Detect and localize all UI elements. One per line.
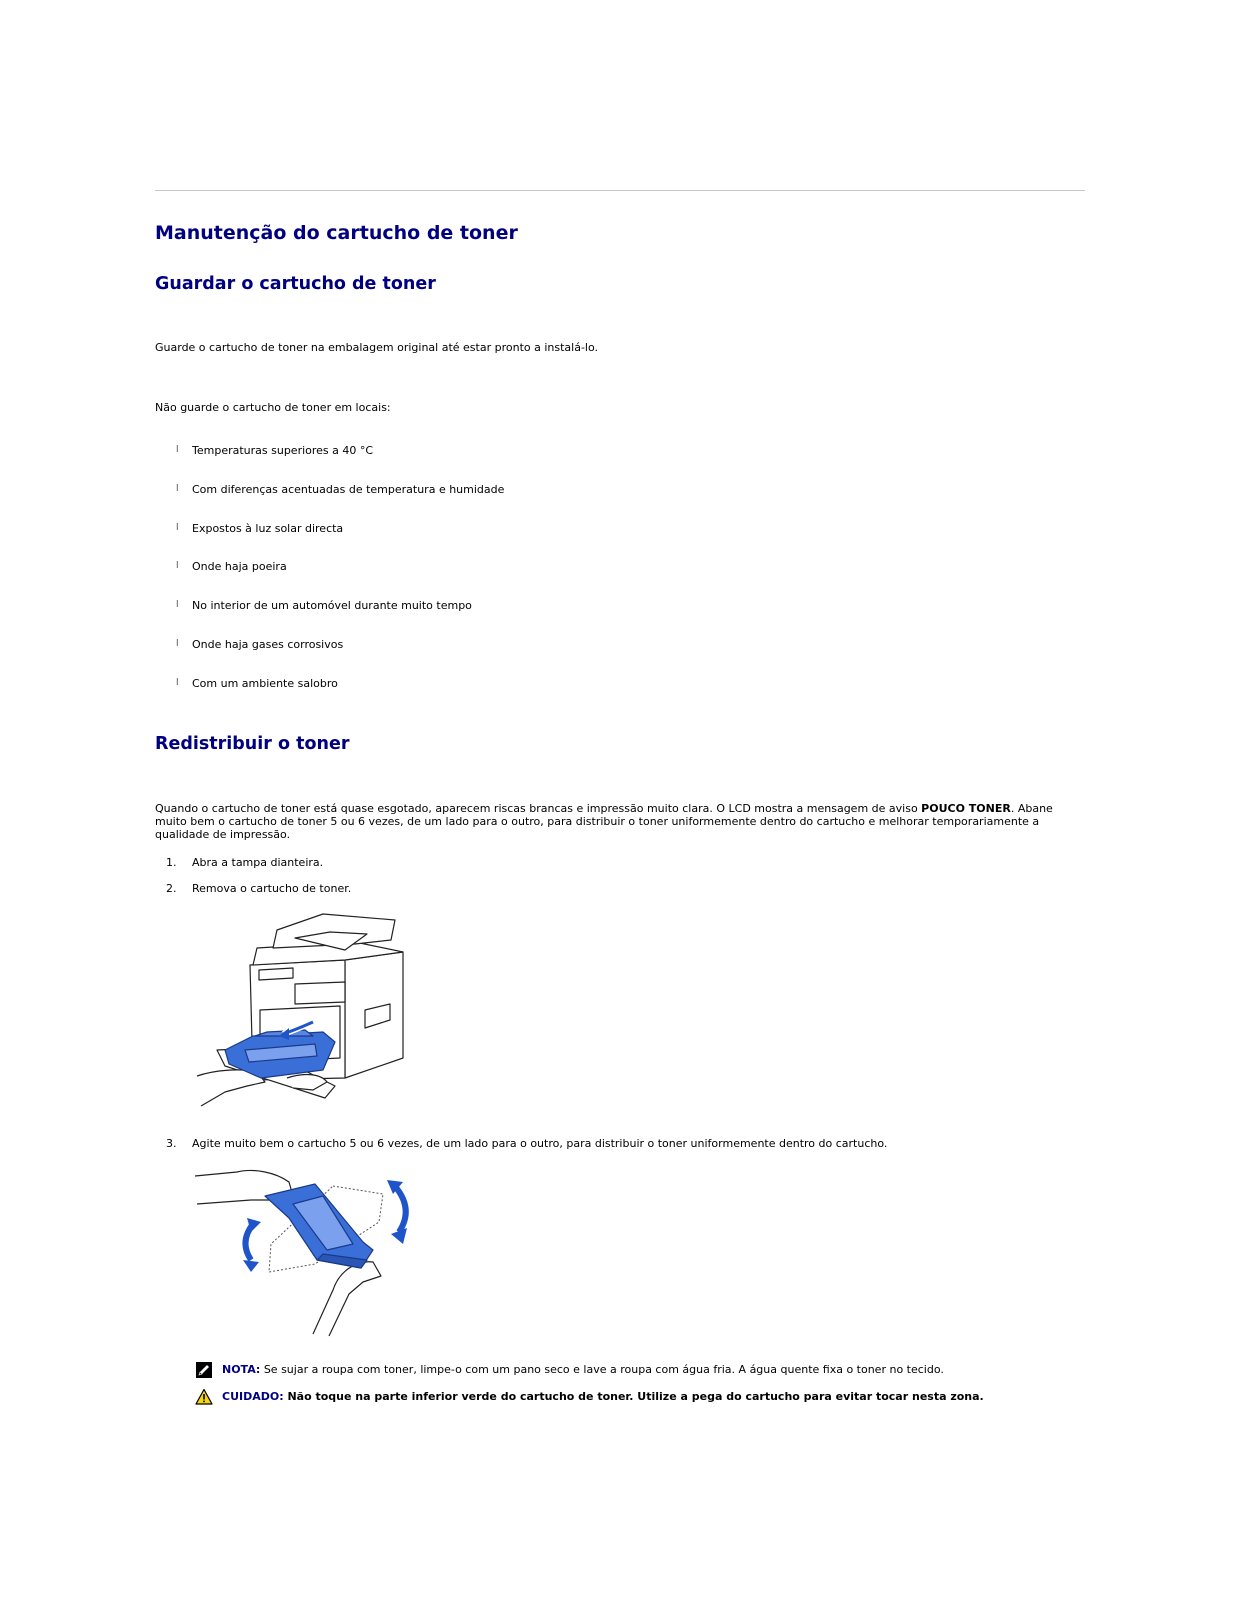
shake-toner-illustration (193, 1164, 423, 1339)
step-number: 3. (166, 1137, 177, 1150)
note-text: Se sujar a roupa com toner, limpe-o com um pano seco e lave a roupa com água fria. A água quente fixa o toner no tecido. (260, 1363, 944, 1376)
list-item-text: No interior de um automóvel durante muito tempo (192, 599, 472, 613)
list-item-text: Onde haja poeira (192, 560, 287, 574)
step-3 (155, 1137, 887, 1150)
bullet-marker: l (176, 522, 179, 533)
step-1 (155, 856, 323, 869)
step-text: Agite muito bem o cartucho 5 ou 6 vezes, de um lado para o outro, para distribuir o toner uniformemente dentro do cartucho. (192, 1137, 888, 1150)
list-item (155, 599, 855, 638)
intro-bold-message: POUCO TONER (921, 802, 1011, 815)
step-text: Remova o cartucho de toner. (192, 882, 352, 895)
list-item-text: Temperaturas superiores a 40 °C (192, 444, 374, 457)
bullet-marker: l (176, 638, 179, 649)
redistribute-intro (155, 802, 1085, 841)
bullet-marker: l (176, 561, 179, 572)
intro-text-a: Quando o cartucho de toner está quase esgotado, aparecem riscas brancas e impressão muito clara. O LCD mostra a mensagem de aviso (155, 802, 922, 815)
caution-label: CUIDADO: (222, 1390, 284, 1403)
bullet-marker: l (176, 600, 179, 611)
top-divider (155, 190, 1085, 191)
printer-remove-toner-illustration (195, 910, 425, 1110)
section-heading-redistribute: Redistribuir o toner (155, 734, 350, 754)
intro-text-b: . Abane muito bem o cartucho de toner 5 ou 6 vezes, de um lado para o outro, para distribuir o toner uniformemente dentro do cartucho e melhorar temporariamente a qualidade de impressão. (155, 802, 1053, 841)
store-paragraph: Guarde o cartucho de toner na embalagem original até estar pronto a instalá-lo. (155, 341, 599, 354)
list-item-text: Com um ambiente salobro (192, 676, 338, 690)
list-item (155, 483, 855, 522)
bullet-marker: l (176, 445, 179, 455)
list-item (155, 522, 855, 561)
section-heading-store: Guardar o cartucho de toner (155, 274, 436, 294)
caution-text: Não toque na parte inferior verde do cartucho de toner. Utilize a pega do cartucho para evitar tocar nesta zona. (283, 1390, 984, 1403)
page-title: Manutenção do cartucho de toner (155, 222, 518, 244)
step-2 (155, 882, 351, 895)
note-pencil-icon (195, 1361, 213, 1379)
bullet-marker: l (176, 483, 179, 494)
list-item-text: Onde haja gases corrosivos (192, 637, 344, 651)
step-number: 1. (166, 856, 177, 869)
dont-store-paragraph: Não guarde o cartucho de toner em locais: (155, 401, 391, 414)
list-item (155, 638, 855, 677)
caution-triangle-icon (195, 1388, 213, 1406)
list-item-text: Com diferenças acentuadas de temperatura e humidade (192, 482, 505, 496)
note-label: NOTA: (222, 1363, 261, 1376)
step-text: Abra a tampa dianteira. (192, 856, 324, 869)
list-item (155, 560, 855, 599)
list-item (155, 444, 855, 483)
step-number: 2. (166, 882, 177, 895)
list-item-text: Expostos à luz solar directa (192, 521, 344, 535)
storage-bullet-list (155, 444, 855, 716)
list-item (155, 677, 855, 716)
bullet-marker: l (176, 677, 179, 688)
